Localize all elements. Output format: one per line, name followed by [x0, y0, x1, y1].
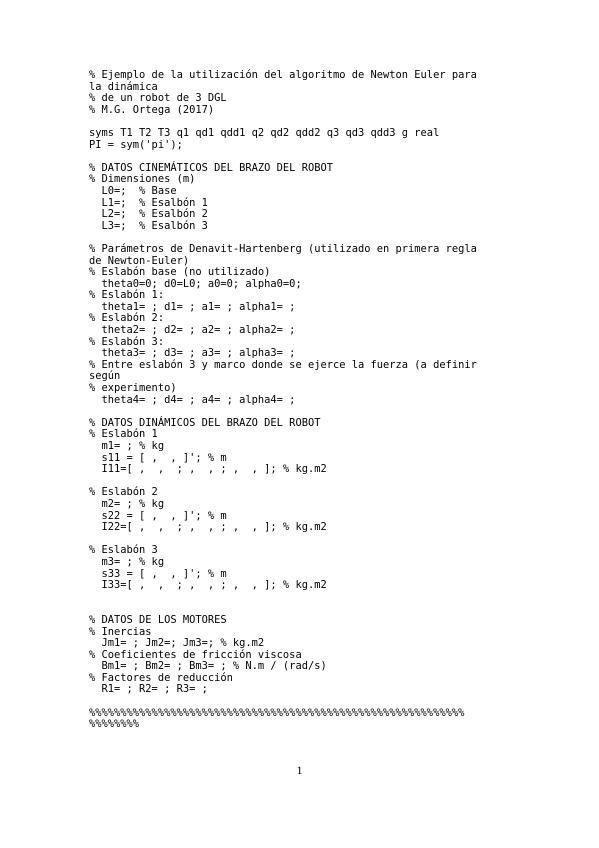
- code-line: syms T1 T2 T3 q1 qd1 qdd1 q2 qd2 qdd2 q3 qd3 qdd3 g real: [89, 126, 440, 139]
- code-line: %%%%%%%%: [89, 718, 140, 731]
- code-line: % Dimensiones (m): [89, 173, 196, 186]
- code-line: theta2= ; d2= ; a2= ; alpha2= ;: [89, 324, 296, 337]
- code-line: Jm1= ; Jm2=; Jm3=; % kg.m2: [89, 637, 265, 650]
- code-line: % Coeficientes de fricción viscosa: [89, 648, 302, 661]
- code-line: R1= ; R2= ; R3= ;: [89, 683, 208, 696]
- code-line: % experimento): [89, 382, 177, 395]
- code-line: % de un robot de 3 DGL: [89, 92, 227, 105]
- code-line: m2= ; % kg: [89, 497, 165, 510]
- code-line: % Ejemplo de la utilización del algoritmo de Newton Euler para: [89, 69, 477, 81]
- code-line: m3= ; % kg: [89, 555, 165, 568]
- code-line: de Newton-Euler): [89, 254, 190, 267]
- code-line: I22=[ , , ; , , ; , , ]; % kg.m2: [89, 521, 327, 534]
- code-line: L3=; % Esalbón 3: [89, 219, 208, 232]
- code-line: % DATOS CINEMÁTICOS DEL BRAZO DEL ROBOT: [89, 161, 333, 174]
- code-line: % Eslabón 2:: [89, 312, 165, 325]
- code-line: % Eslabón 1:: [89, 289, 165, 302]
- code-line: L2=; % Esalbón 2: [89, 208, 208, 221]
- code-line: I33=[ , , ; , , ; , , ]; % kg.m2: [89, 579, 327, 592]
- code-line: L0=; % Base: [89, 184, 177, 197]
- code-line: % Eslabón 3: [89, 544, 158, 557]
- page-number: 1: [296, 763, 303, 777]
- code-line: % Parámetros de Denavit-Hartenberg (utilizado en primera regla: [89, 242, 477, 255]
- code-line: theta3= ; d3= ; a3= ; alpha3= ;: [89, 347, 296, 360]
- code-line: % Entre eslabón 3 y marco donde se ejerce la fuerza (a definir: [89, 358, 477, 371]
- code-line: s11 = [ , , ]'; % m: [89, 451, 227, 464]
- code-line: % DATOS DINÁMICOS DEL BRAZO DEL ROBOT: [89, 416, 321, 429]
- code-line: % Eslabón 3:: [89, 335, 165, 348]
- code-line: % Eslabón 2: [89, 486, 158, 499]
- code-line: % Inercias: [89, 625, 152, 638]
- code-line: I11=[ , , ; , , ; , , ]; % kg.m2: [89, 463, 327, 476]
- code-line: % Eslabón base (no utilizado): [89, 266, 271, 279]
- code-line: L1=; % Esalbón 1: [89, 196, 208, 209]
- blank-line: [89, 151, 519, 163]
- code-line: % Factores de reducción: [89, 671, 233, 684]
- code-line: % DATOS DE LOS MOTORES: [89, 613, 227, 626]
- code-line: theta0=0; d0=L0; a0=0; alpha0=0;: [89, 277, 302, 290]
- blank-line: [89, 592, 519, 604]
- code-line: según: [89, 370, 121, 383]
- code-line: PI = sym('pi');: [89, 138, 183, 151]
- blank-line: [89, 696, 519, 708]
- matlab-code-listing: [89, 70, 519, 731]
- code-line: Bm1= ; Bm2= ; Bm3= ; % N.m / (rad/s): [89, 660, 327, 673]
- code-line: la dinámica: [89, 80, 158, 93]
- code-line: % M.G. Ortega (2017): [89, 103, 215, 116]
- code-line: s33 = [ , , ]'; % m: [89, 567, 227, 580]
- code-line: m1= ; % kg: [89, 440, 165, 452]
- code-line: theta4= ; d4= ; a4= ; alpha4= ;: [89, 393, 296, 406]
- code-line: s22 = [ , , ]'; % m: [89, 509, 227, 522]
- code-line: %%%%%%%%%%%%%%%%%%%%%%%%%%%%%%%%%%%%%%%%%%%%%%%%%%%%%%%%%%%%: [89, 706, 465, 719]
- code-line: theta1= ; d1= ; a1= ; alpha1= ;: [89, 300, 296, 313]
- code-line: % Eslabón 1: [89, 428, 158, 441]
